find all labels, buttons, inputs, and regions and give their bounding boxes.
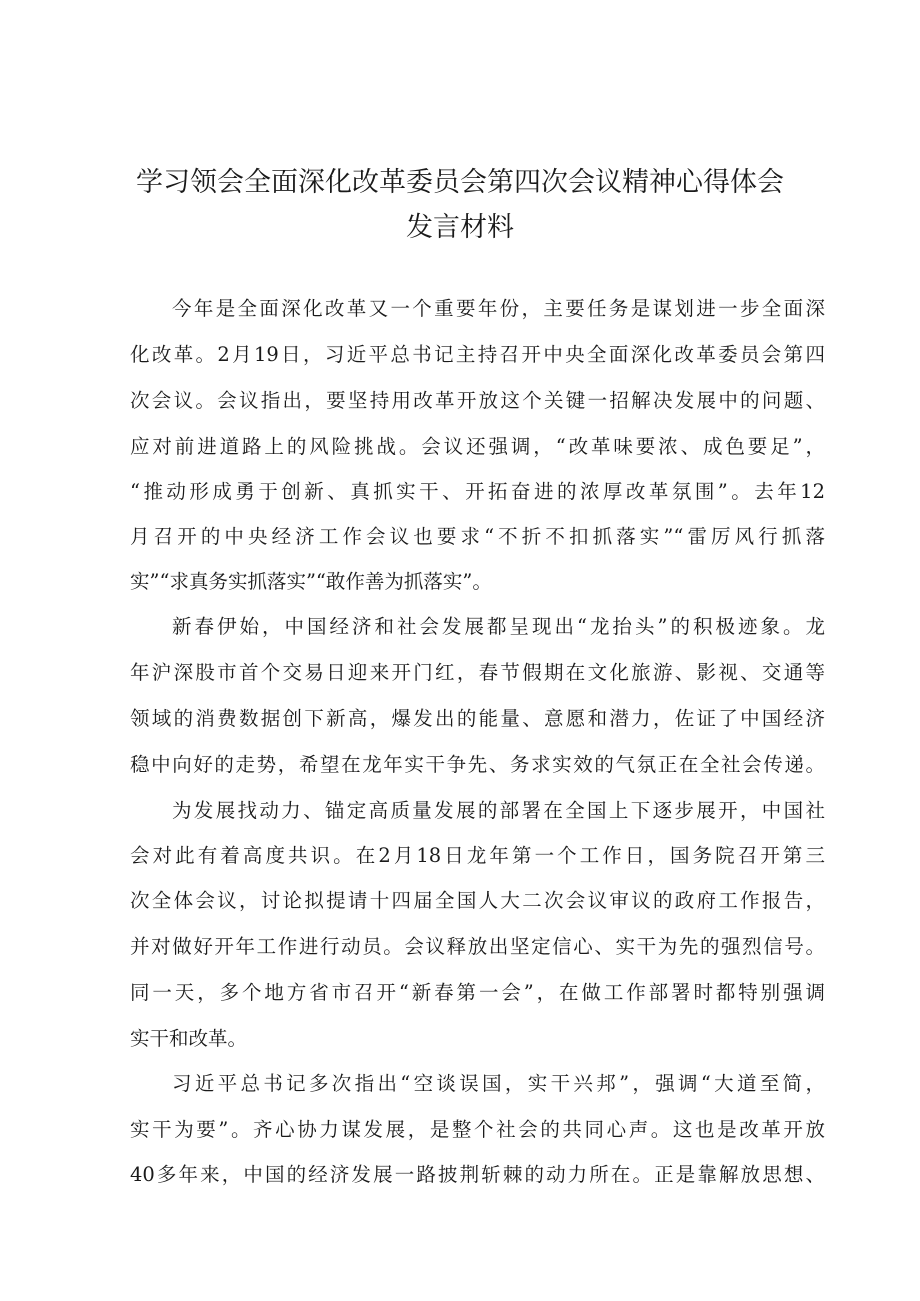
paragraph-3-line-3: 次全体会议，讨论拟提请十四届全国人大二次会议审议的政府工作报告， bbox=[130, 889, 825, 912]
paragraph-2-line-2: 年沪深股市首个交易日迎来开门红，春节假期在文化旅游、影视、交通等 bbox=[130, 661, 825, 684]
paragraph-2-line-3: 领域的消费数据创下新高，爆发出的能量、意愿和潜力，佐证了中国经济 bbox=[130, 707, 825, 730]
paragraph-4-line-3: 40多年来，中国的经济发展一路披荆斩棘的动力所在。正是靠解放思想、 bbox=[130, 1163, 825, 1186]
paragraph-3-line-1: 为发展找动力、锚定高质量发展的部署在全国上下逐步展开，中国社 bbox=[172, 799, 825, 822]
paragraph-1-line-3: 次会议。会议指出，要坚持用改革开放这个关键一招解决发展中的问题、 bbox=[130, 389, 825, 412]
document-title-line-1: 学习领会全面深化改革委员会第四次会议精神心得体会 bbox=[136, 167, 784, 198]
paragraph-2-line-4: 稳中向好的走势，希望在龙年实干争先、务求实效的气氛正在全社会传递。 bbox=[130, 753, 825, 776]
paragraph-1-line-4: 应对前进道路上的风险挑战。会议还强调，“改革味要浓、成色要足”， bbox=[130, 435, 825, 458]
paragraph-4-line-2: 实干为要”。齐心协力谋发展，是整个社会的共同心声。这也是改革开放 bbox=[130, 1118, 825, 1141]
paragraph-1-line-6: 月召开的中央经济工作会议也要求“不折不扣抓落实”“雷厉风行抓落 bbox=[130, 525, 825, 548]
paragraph-2-line-1: 新春伊始，中国经济和社会发展都呈现出“龙抬头”的积极迹象。龙 bbox=[172, 615, 825, 638]
paragraph-1-line-2: 化改革。2月19日，习近平总书记主持召开中央全面深化改革委员会第四 bbox=[130, 343, 825, 366]
paragraph-3-line-5: 同一天，多个地方省市召开“新春第一会”，在做工作部署时都特别强调 bbox=[130, 981, 825, 1004]
paragraph-3-line-6: 实干和改革。 bbox=[130, 1027, 248, 1050]
paragraph-4-line-1: 习近平总书记多次指出“空谈误国，实干兴邦”，强调“大道至简， bbox=[172, 1072, 825, 1095]
paragraph-1-line-1: 今年是全面深化改革又一个重要年份，主要任务是谋划进一步全面深 bbox=[172, 297, 825, 320]
paragraph-1-line-7: 实”“求真务实抓落实”“敢作善为抓落实”。 bbox=[130, 570, 492, 593]
document-title-line-2: 发言材料 bbox=[406, 212, 514, 243]
paragraph-3-line-4: 并对做好开年工作进行动员。会议释放出坚定信心、实干为先的强烈信号。 bbox=[130, 935, 825, 958]
paragraph-3-line-2: 会对此有着高度共识。在2月18日龙年第一个工作日，国务院召开第三 bbox=[130, 844, 825, 867]
paragraph-1-line-5: “推动形成勇于创新、真抓实干、开拓奋进的浓厚改革氛围”。去年12 bbox=[130, 480, 825, 503]
